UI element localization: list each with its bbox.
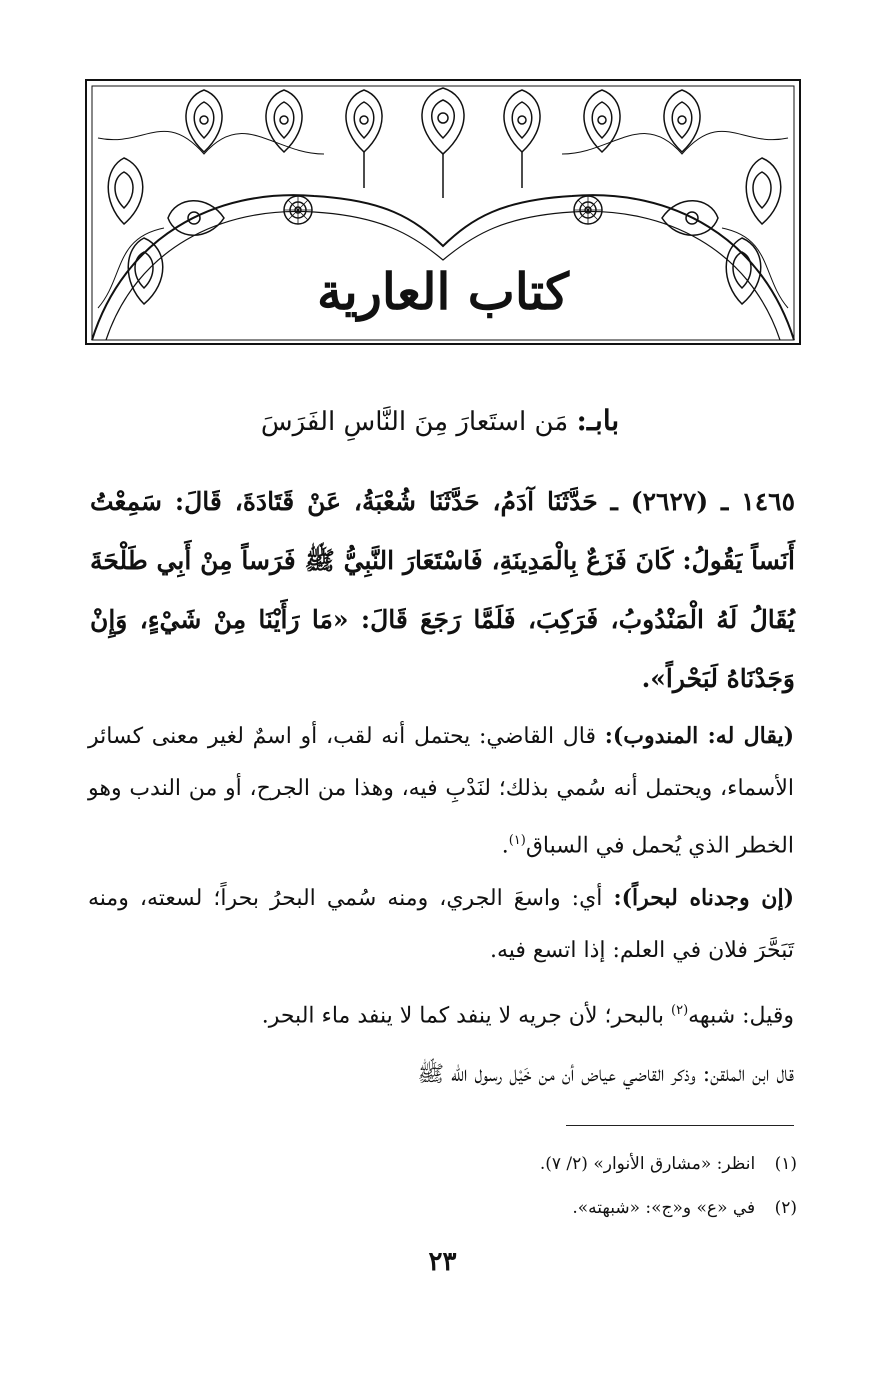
commentary-end: . (501, 833, 509, 859)
commentary-paragraph (88, 985, 794, 1042)
footnote-ref[interactable]: (٢) (671, 1003, 689, 1018)
commentary-body: قال القاضي: يحتمل أنه لقب، أو اسمٌ لغير معنى كسائر الأسماء، ويحتمل أنه سُمي بذلك؛ لنَدْبِ فيه، وهذا من الجرح، أو من الندب وهو الخطر الذي يُحمل في السباق (88, 724, 794, 859)
footnote-ref[interactable]: (١) (508, 833, 526, 848)
footnote-text: انظر: «مشارق الأنوار» (٢/ ٧). (539, 1154, 756, 1174)
hadith-text: ١٤٦٥ ـ (٢٦٢٧) ـ حَدَّثَنَا آدَمُ، حَدَّثَنَا شُعْبَةُ، عَنْ قَتَادَةَ، قَالَ: سَمِعْتُ أَنَساً يَقُولُ: كَانَ فَزَعٌ بِالْمَدِينَةِ، فَاسْتَعَارَ النَّبِيُّ ﷺ فَرَساً مِنْ أَبِي طَلْحَةَ يُقَالُ لَهُ الْمَنْدُوبُ، فَرَكِبَ، فَلَمَّا رَجَعَ قَالَ: «مَا رَأَيْنَا مِنْ شَيْءٍ، وَإِنْ وَجَدْنَاهُ لَبَحْراً». (90, 487, 795, 693)
footnote (97, 1152, 797, 1176)
footnote-divider (566, 1125, 794, 1126)
footnote-number: (١) (774, 1154, 797, 1174)
commentary-body: وقيل: شبهه (688, 1003, 794, 1029)
book-title: كتاب العارية (317, 262, 569, 321)
commentary-paragraph (88, 710, 794, 872)
commentary-paragraph (88, 872, 794, 977)
footnote-text: في «ع» و«ج»: «شبهته». (572, 1198, 756, 1218)
footnote-number: (٢) (774, 1198, 797, 1218)
commentary-body: بالبحر؛ لأن جريه لا ينفد كما لا ينفد ماء البحر. (261, 1003, 671, 1029)
commentary-lead: (يقال له: المندوب): (604, 723, 794, 749)
commentary-paragraph: قال ابن الملقن: وذكر القاضي عياض أن من خَيْل رسول الله ﷺ (417, 1062, 794, 1087)
chapter-label: بابـ: (576, 404, 620, 437)
commentary-lead: (إن وجدناه لبحراً): (613, 885, 794, 911)
page-number: ٢٣ (428, 1247, 457, 1277)
chapter-title: مَن استَعارَ مِنَ النَّاسِ الفَرَسَ (260, 407, 569, 437)
commentary-body: أي: واسعَ الجري، ومنه سُمي البحرُ بحراً؛ لسعته، ومنه تَبَحَّرَ فلان في العلم: إذا اتسع فيه. (88, 886, 794, 963)
chapter-heading (90, 404, 790, 437)
footnote (97, 1196, 797, 1220)
